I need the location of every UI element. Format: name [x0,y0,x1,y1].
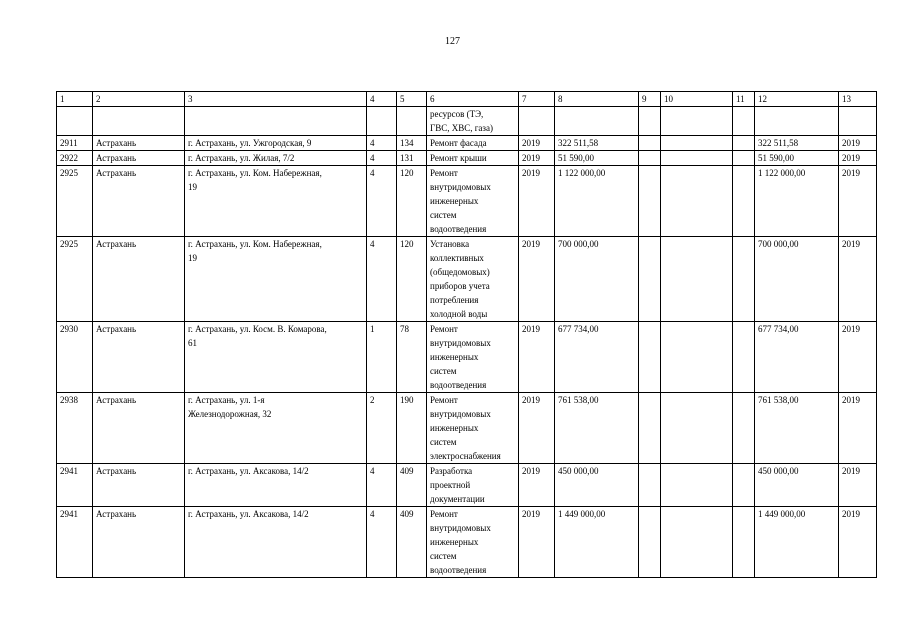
table-row [57,464,877,507]
area-cell: 409 [397,507,427,578]
work-type-cell: Разработка проектной документации [427,464,519,507]
address-cell: г. Астрахань, ул. Косм. В. Комарова, 61 [185,322,367,393]
cost-cell: 1 122 000,00 [555,166,639,237]
capital-repair-table [56,91,877,578]
header-cell: 9 [639,92,661,107]
col10-cell [661,136,733,151]
total-cell: 51 590,00 [755,151,839,166]
cost-cell: 322 511,58 [555,136,639,151]
city-cell: Астрахань [93,507,185,578]
header-row [57,92,877,107]
floors-cell: 4 [367,136,397,151]
col11-cell [733,166,755,237]
header-cell: 10 [661,92,733,107]
cost-cell: 700 000,00 [555,237,639,322]
address-cell: г. Астрахань, ул. Аксакова, 14/2 [185,464,367,507]
total-cell [755,107,839,136]
total-cell: 450 000,00 [755,464,839,507]
row-number-cell: 2922 [57,151,93,166]
year-cell: 2019 [519,151,555,166]
cost-cell: 51 590,00 [555,151,639,166]
completion-year-cell: 2019 [839,151,877,166]
city-cell: Астрахань [93,151,185,166]
col10-cell [661,464,733,507]
area-cell: 78 [397,322,427,393]
cost-cell: 450 000,00 [555,464,639,507]
year-cell: 2019 [519,393,555,464]
cost-cell: 677 734,00 [555,322,639,393]
total-cell: 700 000,00 [755,237,839,322]
year-cell: 2019 [519,237,555,322]
table-row [57,393,877,464]
address-cell: г. Астрахань, ул. Ужгородская, 9 [185,136,367,151]
completion-year-cell: 2019 [839,464,877,507]
city-cell: Астрахань [93,464,185,507]
area-cell: 190 [397,393,427,464]
row-number-cell: 2930 [57,322,93,393]
header-cell: 13 [839,92,877,107]
col11-cell [733,237,755,322]
header-cell: 11 [733,92,755,107]
header-cell: 8 [555,92,639,107]
col9-cell [639,237,661,322]
work-type-cell: Ремонт крыши [427,151,519,166]
completion-year-cell: 2019 [839,393,877,464]
area-cell [397,107,427,136]
header-cell: 6 [427,92,519,107]
continuation-row [57,107,877,136]
row-number-cell [57,107,93,136]
city-cell [93,107,185,136]
table-row [57,322,877,393]
col11-cell [733,393,755,464]
cost-cell: 761 538,00 [555,393,639,464]
floors-cell: 4 [367,151,397,166]
completion-year-cell: 2019 [839,322,877,393]
row-number-cell: 2938 [57,393,93,464]
total-cell: 1 449 000,00 [755,507,839,578]
col11-cell [733,507,755,578]
col9-cell [639,322,661,393]
table-body [57,107,877,578]
city-cell: Астрахань [93,237,185,322]
col11-cell [733,136,755,151]
completion-year-cell: 2019 [839,166,877,237]
col10-cell [661,107,733,136]
col10-cell [661,237,733,322]
col9-cell [639,136,661,151]
table-row [57,166,877,237]
header-cell: 7 [519,92,555,107]
address-cell: г. Астрахань, ул. 1-я Железнодорожная, 32 [185,393,367,464]
row-number-cell: 2925 [57,166,93,237]
total-cell: 677 734,00 [755,322,839,393]
table-row [57,507,877,578]
col9-cell [639,393,661,464]
col10-cell [661,393,733,464]
col10-cell [661,166,733,237]
table-row [57,151,877,166]
header-cell: 3 [185,92,367,107]
city-cell: Астрахань [93,322,185,393]
year-cell: 2019 [519,464,555,507]
col10-cell [661,151,733,166]
header-cell: 5 [397,92,427,107]
floors-cell: 2 [367,393,397,464]
floors-cell: 4 [367,464,397,507]
work-type-cell: ресурсов (ТЭ, ГВС, ХВС, газа) [427,107,519,136]
col11-cell [733,322,755,393]
floors-cell: 1 [367,322,397,393]
address-cell: г. Астрахань, ул. Ком. Набережная, 19 [185,237,367,322]
col10-cell [661,507,733,578]
col9-cell [639,166,661,237]
area-cell: 120 [397,166,427,237]
col10-cell [661,322,733,393]
floors-cell: 4 [367,166,397,237]
col9-cell [639,507,661,578]
header-cell: 12 [755,92,839,107]
address-cell: г. Астрахань, ул. Ком. Набережная, 19 [185,166,367,237]
area-cell: 409 [397,464,427,507]
cost-cell [555,107,639,136]
cost-cell: 1 449 000,00 [555,507,639,578]
col9-cell [639,107,661,136]
year-cell: 2019 [519,322,555,393]
completion-year-cell: 2019 [839,507,877,578]
table-row [57,237,877,322]
total-cell: 322 511,58 [755,136,839,151]
address-cell: г. Астрахань, ул. Жилая, 7/2 [185,151,367,166]
row-number-cell: 2941 [57,507,93,578]
area-cell: 120 [397,237,427,322]
col11-cell [733,107,755,136]
work-type-cell: Ремонт внутридомовых инженерных систем водоотведения [427,322,519,393]
work-type-cell: Ремонт фасада [427,136,519,151]
address-cell: г. Астрахань, ул. Аксакова, 14/2 [185,507,367,578]
floors-cell: 4 [367,507,397,578]
col11-cell [733,464,755,507]
address-cell [185,107,367,136]
page-number: 127 [445,36,460,47]
header-cell: 2 [93,92,185,107]
year-cell: 2019 [519,166,555,237]
col9-cell [639,464,661,507]
work-type-cell: Ремонт внутридомовых инженерных систем электроснабжения [427,393,519,464]
row-number-cell: 2925 [57,237,93,322]
row-number-cell: 2911 [57,136,93,151]
header-cell: 4 [367,92,397,107]
total-cell: 761 538,00 [755,393,839,464]
city-cell: Астрахань [93,136,185,151]
city-cell: Астрахань [93,166,185,237]
floors-cell [367,107,397,136]
table-row [57,136,877,151]
total-cell: 1 122 000,00 [755,166,839,237]
city-cell: Астрахань [93,393,185,464]
year-cell: 2019 [519,136,555,151]
area-cell: 131 [397,151,427,166]
work-type-cell: Ремонт внутридомовых инженерных систем водоотведения [427,507,519,578]
work-type-cell: Установка коллективных (общедомовых) приборов учета потребления холодной воды [427,237,519,322]
completion-year-cell: 2019 [839,136,877,151]
year-cell [519,107,555,136]
floors-cell: 4 [367,237,397,322]
work-type-cell: Ремонт внутридомовых инженерных систем водоотведения [427,166,519,237]
area-cell: 134 [397,136,427,151]
col11-cell [733,151,755,166]
row-number-cell: 2941 [57,464,93,507]
year-cell: 2019 [519,507,555,578]
header-cell: 1 [57,92,93,107]
col9-cell [639,151,661,166]
completion-year-cell: 2019 [839,237,877,322]
completion-year-cell [839,107,877,136]
